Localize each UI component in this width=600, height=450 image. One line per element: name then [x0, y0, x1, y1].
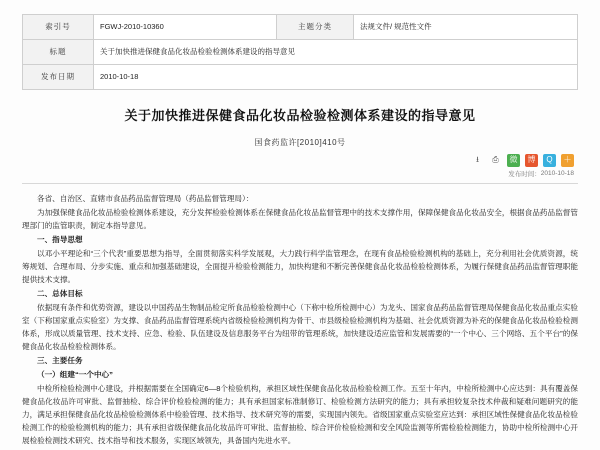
section-heading: 一、指导思想 [37, 234, 83, 244]
more-share-icon[interactable]: ＋ [561, 154, 574, 167]
table-row [23, 65, 578, 90]
publish-stamp [22, 169, 578, 178]
meta-label-category: 主题分类 [277, 15, 354, 40]
page-title: 关于加快推进保健食品化妆品检验检测体系建设的指导意见 [124, 108, 476, 123]
table-row [23, 40, 578, 65]
download-icon[interactable]: ⭳ [476, 155, 479, 164]
meta-value-category: 法规文件/ 规范性文件 [354, 15, 578, 40]
table-row [23, 15, 578, 40]
weixin-share-icon[interactable]: 微 [507, 154, 520, 167]
body-paragraph: 中检所检验检测中心建设，并根据需要在全国确定6—8个检验机构，承担区域性保健食品化妆品检验检测工作。五至十年内，中检所检测中心应达到：具有覆盖保健食品化妆品许可审批、监督抽检、综合评价检验检测的能力；具有承担国家标准制修订、检验检测方法研究的能力；具有承担较复杂技术仲裁和疑难问题研究的能力，满足承担保健食品化妆品检验检测体系中检验管理、技术指导、技术研究等的需要，实现国内领先。省级国家重点实验室应达到：承担区域性保健食品化妆品检验检测工作的检验检测机构的能力；具有承担省级保健食品化妆品许可审批、监督抽检、综合评价检验检测和安全风险监测等所需检验检测能力，协助中检所检测中心开展检验检测技术研究、技术指导和技术服务，实现区域领先，具备国内先进水平。 [22, 384, 578, 446]
body-paragraph: 各省、自治区、直辖市食品药品监督管理局（药品监督管理局）： [37, 193, 254, 203]
print-icon[interactable]: ⎙ [492, 155, 499, 164]
title-block [22, 106, 578, 148]
weibo-share-icon[interactable]: 博 [525, 154, 538, 167]
section-heading: 二、总体目标 [37, 288, 83, 298]
body-paragraph: 以邓小平理论和“三个代表”重要思想为指导，全面贯彻落实科学发展观，大力践行科学监管理念，在现有食品检验检测机构的基础上，充分利用社会优质资源，统筹规划、合理布局、分步实施、重点和加强基础建设，全面提升检验检测能力，加快构建和不断完善保健食品化妆品检验检测体系，为履行保健食品药品监督管理职能提供技术支撑。 [22, 248, 578, 284]
publish-time-label: 发布时间： [508, 170, 541, 178]
metadata-table [22, 14, 578, 90]
divider [22, 183, 578, 184]
body-paragraph: 依据现有条件和优势资源，建设以中国药品生物制品检定所食品检验检测中心（下称中检所检测中心）为龙头、国家食品药品监督管理局保健食品化妆品重点实验室（下称国家重点实验室）为支撑、食品药品监督管理系统内省级检验检测机构为骨干、市县级检验检测机构为基础、社会优质资源为补充的保健食品化妆品检验检测体系，形成以质量管理、技术支持、应急、检验、队伍建设及信息服务平台为纽带的管理系统，加快建设适应监管和发展需要的“一个中心、三个网络、五个平台”的保健食品化妆品检验检测体系。 [22, 302, 578, 352]
section-heading: 三、主要任务 [37, 356, 83, 366]
scrollbar[interactable] [594, 0, 598, 450]
qq-share-icon[interactable]: Q [543, 154, 556, 167]
meta-label-index: 索引号 [23, 15, 94, 40]
meta-value-index: FGWJ-2010-10360 [94, 15, 277, 40]
meta-label-title: 标题 [23, 40, 94, 65]
meta-value-publish-date: 2010-10-18 [94, 65, 578, 90]
document-number: 国食药监许[2010]410号 [254, 137, 346, 147]
document-body [22, 192, 578, 448]
publish-time-value: 2010-10-18 [540, 169, 574, 177]
body-paragraph: 为加强保健食品化妆品检验检测体系建设，充分发挥检验检测体系在保健食品化妆品监督管理中的技术支撑作用，保障保健食品化妆品安全，根据食品药品监督管理部门的监管职责，制定本指导意见。 [22, 207, 578, 230]
meta-label-publish-date: 发布日期 [23, 65, 94, 90]
meta-value-title: 关于加快推进保健食品化妆品检验检测体系建设的指导意见 [94, 40, 578, 65]
subsection-heading: （一）组建“一个中心” [37, 370, 113, 380]
share-toolbar [22, 154, 578, 167]
